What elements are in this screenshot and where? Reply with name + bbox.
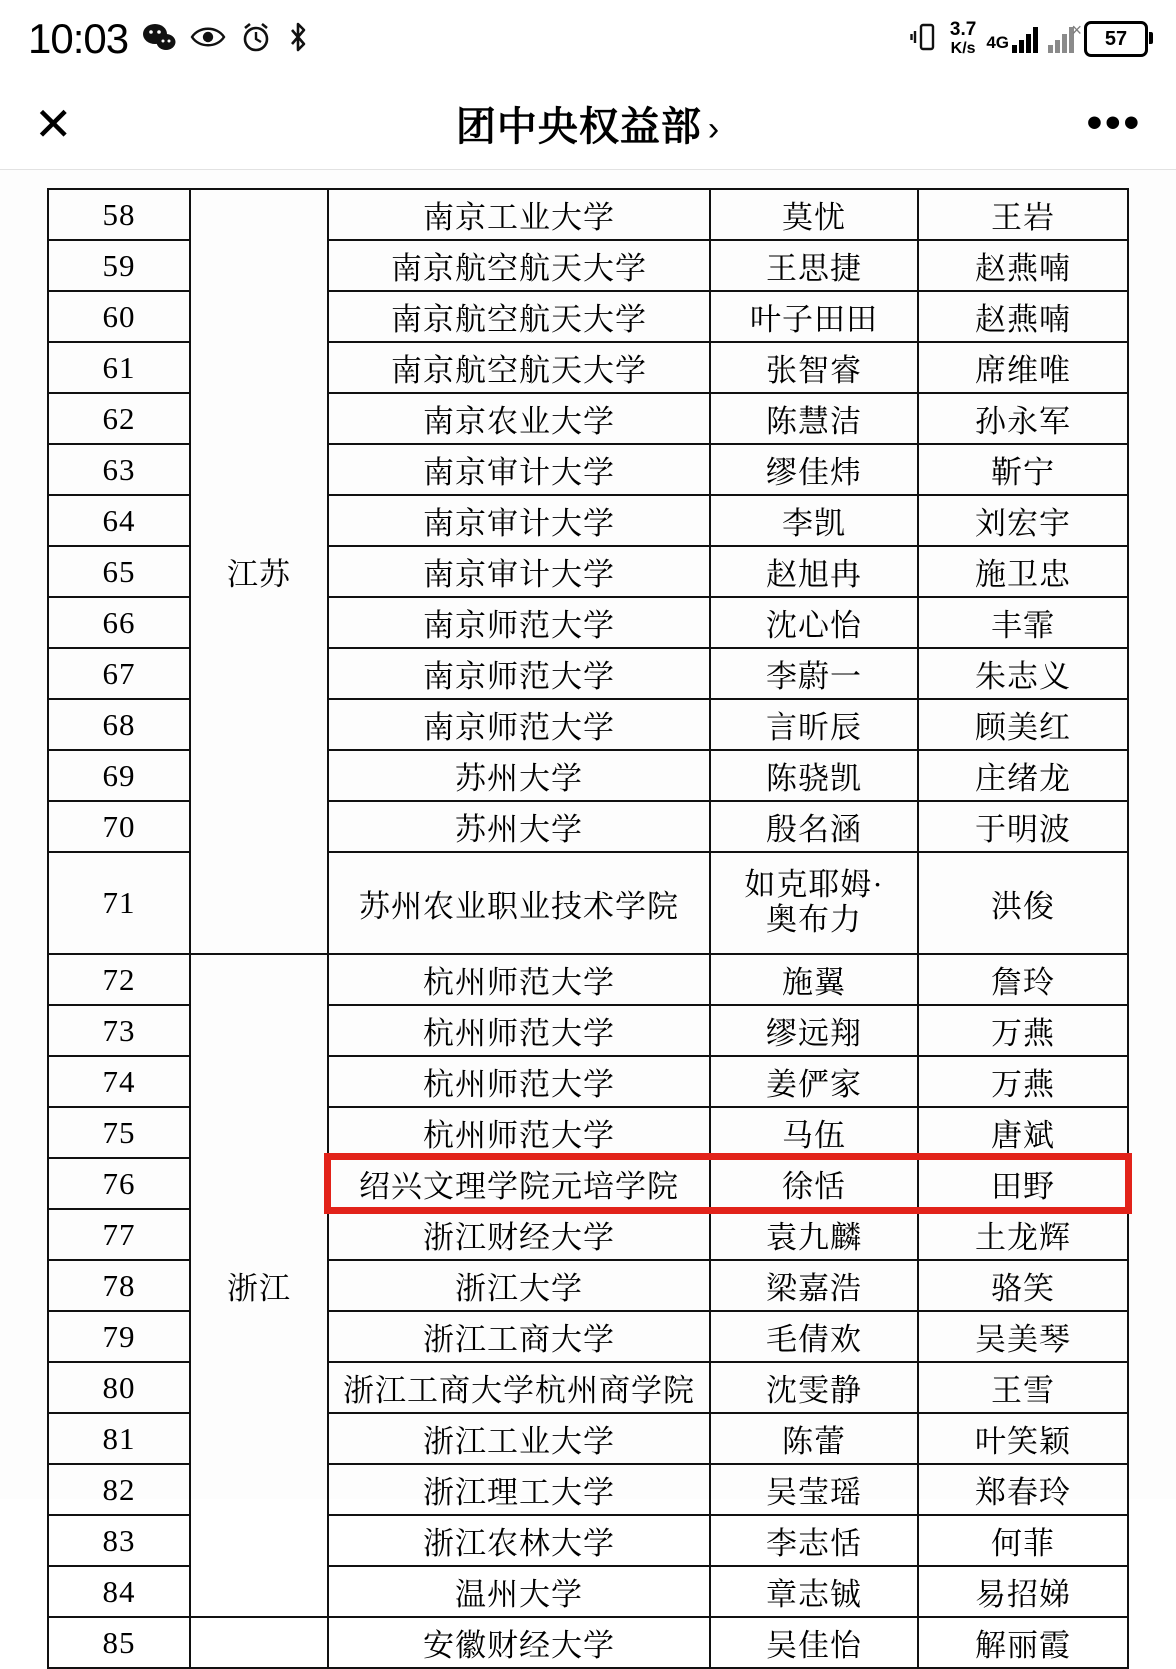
- cell-student-name: 殷名涵: [710, 801, 918, 852]
- cell-tutor-name: 朱志义: [918, 648, 1128, 699]
- cell-school: 杭州师范大学: [328, 1107, 710, 1158]
- cell-student-name: 章志铖: [710, 1566, 918, 1617]
- document-viewer[interactable]: [0, 170, 1176, 1663]
- close-icon[interactable]: ✕: [34, 97, 73, 150]
- cell-student-name: 梁嘉浩: [710, 1260, 918, 1311]
- cell-tutor-name: 赵燕喃: [918, 240, 1128, 291]
- cell-tutor-name: 万燕: [918, 1056, 1128, 1107]
- cell-index: 80: [48, 1362, 190, 1413]
- cell-tutor-name: 詹玲: [918, 954, 1128, 1005]
- cell-school: 南京农业大学: [328, 393, 710, 444]
- cell-tutor-name: 王岩: [918, 189, 1128, 240]
- page-title-text: 团中央权益部: [455, 105, 702, 149]
- cell-student-name: 莫忧: [710, 189, 918, 240]
- cell-index: 79: [48, 1311, 190, 1362]
- cell-index: 73: [48, 1005, 190, 1056]
- cell-school: 苏州大学: [328, 801, 710, 852]
- cell-index: 71: [48, 852, 190, 954]
- cell-index: 82: [48, 1464, 190, 1515]
- cell-index: 62: [48, 393, 190, 444]
- title-bar: [0, 78, 1176, 170]
- cell-tutor-name: 万燕: [918, 1005, 1128, 1056]
- cell-school: 苏州农业职业技术学院: [328, 852, 710, 954]
- cell-student-name: 徐恬: [710, 1158, 918, 1209]
- cell-school: 南京师范大学: [328, 597, 710, 648]
- cell-tutor-name: 孙永军: [918, 393, 1128, 444]
- cell-school: 浙江工商大学: [328, 1311, 710, 1362]
- cell-tutor-name: 丰霏: [918, 597, 1128, 648]
- cell-tutor-name: 刘宏宇: [918, 495, 1128, 546]
- cell-tutor-name: 解丽霞: [918, 1617, 1128, 1668]
- alarm-icon: [240, 21, 272, 57]
- cell-index: 83: [48, 1515, 190, 1566]
- cell-school: 杭州师范大学: [328, 954, 710, 1005]
- network-type-label: 4G: [986, 33, 1009, 52]
- battery-indicator: [1084, 21, 1148, 57]
- cell-student-name: 李凯: [710, 495, 918, 546]
- eye-icon: [190, 23, 226, 55]
- cell-index: 58: [48, 189, 190, 240]
- cell-tutor-name: 于明波: [918, 801, 1128, 852]
- cell-tutor-name: 郑春玲: [918, 1464, 1128, 1515]
- signal-bars-secondary: [1048, 25, 1074, 53]
- cell-school: 绍兴文理学院元培学院: [328, 1158, 710, 1209]
- cell-student-name: 吴莹瑶: [710, 1464, 918, 1515]
- status-bar-left: [28, 15, 310, 62]
- vibrate-icon: [910, 21, 940, 57]
- secondary-signal-icon: ×: [1048, 25, 1074, 53]
- bluetooth-icon: [286, 21, 310, 57]
- cell-student-name: 张智睿: [710, 342, 918, 393]
- cell-student-name: 陈慧洁: [710, 393, 918, 444]
- cell-tutor-name: 叶笑颖: [918, 1413, 1128, 1464]
- cell-tutor-name: 土龙辉: [918, 1209, 1128, 1260]
- cell-tutor-name: 席维唯: [918, 342, 1128, 393]
- cell-index: 67: [48, 648, 190, 699]
- cell-index: 78: [48, 1260, 190, 1311]
- cell-school: 苏州大学: [328, 750, 710, 801]
- cell-school: 浙江理工大学: [328, 1464, 710, 1515]
- cell-index: 63: [48, 444, 190, 495]
- cell-student-name: 马伍: [710, 1107, 918, 1158]
- cell-student-name: 缪远翔: [710, 1005, 918, 1056]
- cell-student-name: 缪佳炜: [710, 444, 918, 495]
- wechat-icon: [142, 22, 176, 56]
- cell-school: 杭州师范大学: [328, 1005, 710, 1056]
- status-bar-right: [910, 20, 1148, 58]
- cell-tutor-name: 唐斌: [918, 1107, 1128, 1158]
- cell-student-name: 李蔚一: [710, 648, 918, 699]
- cell-province: 江苏: [190, 189, 328, 954]
- network-speed-unit: K/s: [950, 40, 976, 57]
- cell-index: 66: [48, 597, 190, 648]
- cell-school: 南京审计大学: [328, 444, 710, 495]
- cell-student-name: 姜俨家: [710, 1056, 918, 1107]
- cell-index: 72: [48, 954, 190, 1005]
- cell-province: 浙江: [190, 954, 328, 1617]
- cell-student-name: 沈雯静: [710, 1362, 918, 1413]
- cell-student-name: 王思捷: [710, 240, 918, 291]
- cell-school: 南京审计大学: [328, 546, 710, 597]
- cell-student-name: 言昕辰: [710, 699, 918, 750]
- status-clock: 10:03: [28, 15, 129, 62]
- cell-student-name: 吴佳怡: [710, 1617, 918, 1668]
- battery-level: 57: [1104, 27, 1128, 50]
- cell-school: 浙江大学: [328, 1260, 710, 1311]
- cell-student-name: 叶子田田: [710, 291, 918, 342]
- cell-index: 85: [48, 1617, 190, 1668]
- page-title: [0, 95, 1176, 152]
- network-speed-value: 3.7: [949, 19, 977, 40]
- cell-tutor-name: 庄绪龙: [918, 750, 1128, 801]
- cell-tutor-name: 靳宁: [918, 444, 1128, 495]
- table-row: [48, 189, 1128, 240]
- cell-index: 74: [48, 1056, 190, 1107]
- cell-school: 南京航空航天大学: [328, 291, 710, 342]
- cell-index: 59: [48, 240, 190, 291]
- cell-index: 68: [48, 699, 190, 750]
- cell-student-name: 李志恬: [710, 1515, 918, 1566]
- cell-tutor-name: 田野: [918, 1158, 1128, 1209]
- cell-index: 76: [48, 1158, 190, 1209]
- cell-school: 南京工业大学: [328, 189, 710, 240]
- cell-school: 安徽财经大学: [328, 1617, 710, 1668]
- chevron-right-icon[interactable]: ›: [707, 110, 721, 148]
- cell-index: 84: [48, 1566, 190, 1617]
- status-bar: [0, 0, 1176, 78]
- cell-student-name: 陈蕾: [710, 1413, 918, 1464]
- cell-tutor-name: 王雪: [918, 1362, 1128, 1413]
- cell-index: 77: [48, 1209, 190, 1260]
- cell-school: 南京审计大学: [328, 495, 710, 546]
- cell-school: 杭州师范大学: [328, 1056, 710, 1107]
- cell-tutor-name: 洪俊: [918, 852, 1128, 954]
- cell-school: 浙江农林大学: [328, 1515, 710, 1566]
- cell-student-name: 沈心怡: [710, 597, 918, 648]
- cell-province: [190, 1617, 328, 1668]
- cell-student-name: 施翼: [710, 954, 918, 1005]
- cell-index: 61: [48, 342, 190, 393]
- cell-student-name: 袁九麟: [710, 1209, 918, 1260]
- cell-index: 70: [48, 801, 190, 852]
- cell-index: 65: [48, 546, 190, 597]
- cell-student-name: 陈骁凯: [710, 750, 918, 801]
- cell-school: 南京师范大学: [328, 699, 710, 750]
- cell-tutor-name: 何菲: [918, 1515, 1128, 1566]
- cell-tutor-name: 易招娣: [918, 1566, 1128, 1617]
- cell-index: 69: [48, 750, 190, 801]
- cell-index: 75: [48, 1107, 190, 1158]
- table-row: [48, 1617, 1128, 1668]
- cell-student-name: 如克耶姆· 奥布力: [710, 852, 918, 954]
- cell-school: 南京航空航天大学: [328, 240, 710, 291]
- cell-index: 60: [48, 291, 190, 342]
- roster-table: [47, 188, 1129, 1669]
- cell-index: 64: [48, 495, 190, 546]
- cell-student-name: 毛倩欢: [710, 1311, 918, 1362]
- cell-index: 81: [48, 1413, 190, 1464]
- cell-tutor-name: 顾美红: [918, 699, 1128, 750]
- cell-school: 南京师范大学: [328, 648, 710, 699]
- table-row: [48, 954, 1128, 1005]
- cell-school: 温州大学: [328, 1566, 710, 1617]
- signal-bars: [1012, 25, 1038, 53]
- cell-student-name: 赵旭冉: [710, 546, 918, 597]
- cell-tutor-name: 赵燕喃: [918, 291, 1128, 342]
- mobile-signal-icon: [986, 25, 1038, 53]
- cell-school: 浙江工商大学杭州商学院: [328, 1362, 710, 1413]
- network-speed: [950, 20, 976, 58]
- cell-tutor-name: 吴美琴: [918, 1311, 1128, 1362]
- more-options-icon[interactable]: •••: [1086, 98, 1142, 148]
- cell-tutor-name: 骆笑: [918, 1260, 1128, 1311]
- cell-tutor-name: 施卫忠: [918, 546, 1128, 597]
- cell-school: 浙江财经大学: [328, 1209, 710, 1260]
- cell-school: 南京航空航天大学: [328, 342, 710, 393]
- cell-school: 浙江工业大学: [328, 1413, 710, 1464]
